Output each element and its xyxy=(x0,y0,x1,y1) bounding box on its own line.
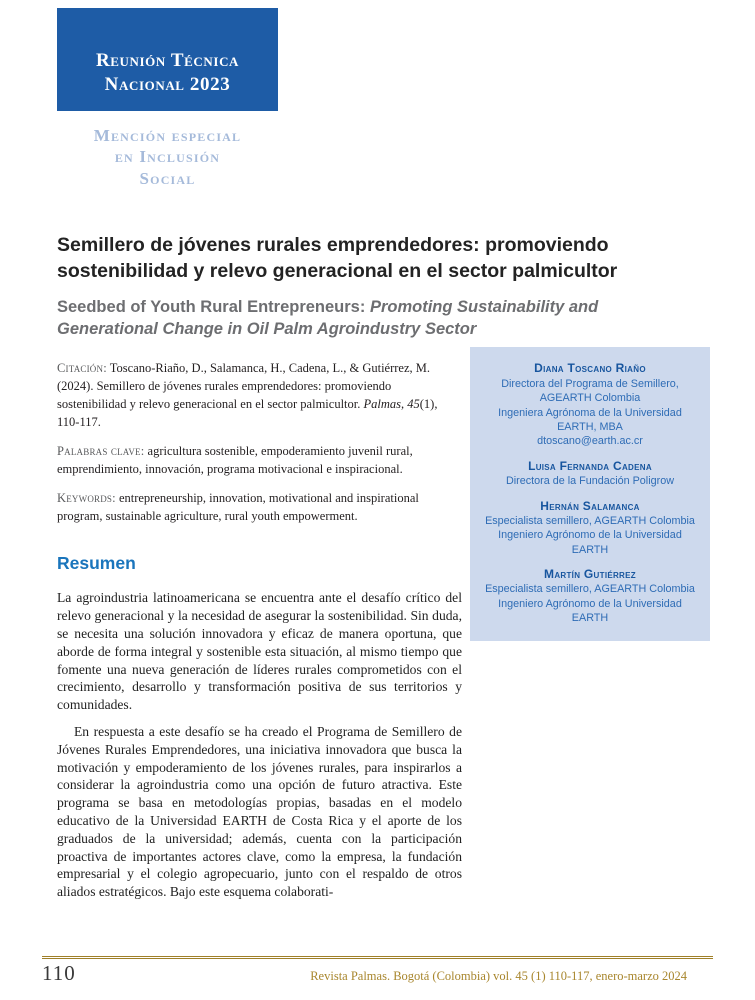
author-name: Luisa Fernanda Cadena xyxy=(528,458,652,473)
keywords-block xyxy=(57,490,445,526)
keywords-text: entrepreneurship, innovation, motivational and inspirational program, sustainable agriculture, rural youth empowerment. xyxy=(57,490,419,523)
resumen-paragraph-2: En respuesta a este desafío se ha creado el Programa de Semillero de Jóvenes Rurales Emprendedores, una iniciativa innovadora que busca la motivación y empoderamiento de los jóvenes rurales, para inspirarlos a considerar la agroindustria como una opción de futuro atractiva. Este programa se basa en metodologías propias, basadas en el modelo educativo de la Universidad EARTH de Costa Rica y el aporte de los graduados de la universidad; además, cuenta con la participación proactiva de importantes actores clave, como la empresa, la fundación empresarial y el colegio agropecuario, junto con el respaldo de otros aliados estratégicos. Bajo este esquema colaborati- xyxy=(57,724,462,900)
citation-journal: Palmas, 45 xyxy=(363,397,420,412)
author-email: dtoscano@earth.ac.cr xyxy=(537,435,643,448)
citation-label: Citación: xyxy=(57,361,107,376)
journal-citation-line: Revista Palmas. Bogotá (Colombia) vol. 45 (1) 110-117, enero-marzo 2024 xyxy=(310,969,687,983)
article-title-es: Semillero de jóvenes rurales emprendedores: promoviendo sostenibilidad y relevo generacional en el sector palmicultor xyxy=(57,233,618,282)
article-title-en-roman: Seedbed of Youth Rural Entrepreneurs: xyxy=(57,297,370,316)
author-entry xyxy=(480,498,700,558)
author-name: Diana Toscano Riaño xyxy=(534,361,646,376)
author-name: Hernán Salamanca xyxy=(540,498,640,513)
content-columns xyxy=(57,360,710,901)
citation-block xyxy=(57,360,445,432)
author-entry xyxy=(480,458,700,489)
keywords-label: Keywords: xyxy=(57,490,116,505)
author-degree: Ingeniero Agrónomo de la Universidad EARTH xyxy=(498,597,682,625)
author-role: Especialista semillero, AGEARTH Colombia xyxy=(485,583,695,596)
author-role: Especialista semillero, AGEARTH Colombia xyxy=(485,514,695,527)
author-role: Directora del Programa de Semillero, AGEARTH Colombia xyxy=(501,377,679,405)
footer-row xyxy=(42,961,713,986)
page-number: 110 xyxy=(42,961,76,985)
special-mention xyxy=(57,125,278,189)
palabras-clave-block xyxy=(57,443,445,479)
author-degree: Ingeniera Agrónoma de la Universidad EARTH, MBA xyxy=(498,406,682,434)
article-title-en-italic: Promoting Sustainability and Generational Change in Oil Palm Agroindustry Sector xyxy=(57,297,599,339)
author-degree: Ingeniero Agrónomo de la Universidad EARTH xyxy=(498,529,682,556)
author-entry xyxy=(480,360,700,448)
author-role: Directora de la Fundación Poligrow xyxy=(505,475,675,488)
mention-line-1: Mención especial xyxy=(93,126,242,145)
footer-rule xyxy=(42,956,713,959)
page-footer xyxy=(42,956,713,986)
badge-line-2: Nacional 2023 xyxy=(104,74,231,96)
authors-box xyxy=(470,347,710,640)
mention-line-2: en Inclusión xyxy=(114,147,221,167)
citation-text: Toscano-Riaño, D., Salamanca, H., Cadena, L., & Gutiérrez, M. (2024). Semillero de jóvenes rurales emprendedores: promoviendo sostenibilidad y relevo generacional en el sector palmicultor. xyxy=(57,361,431,412)
citation-pages: (1), 110-117. xyxy=(57,397,438,430)
author-name: Martín Gutiérrez xyxy=(544,567,636,582)
mention-line-3: Social xyxy=(139,168,196,188)
author-entry xyxy=(480,566,700,626)
palabras-clave-text: agricultura sostenible, empoderamiento juvenil rural, emprendimiento, innovación, programa motivacional e inspiracional. xyxy=(57,443,413,476)
article-title-en xyxy=(57,296,657,341)
section-heading-resumen: Resumen xyxy=(57,553,136,574)
badge-line-1: Reunión Técnica xyxy=(95,49,240,71)
award-badge xyxy=(57,8,278,111)
resumen-paragraph-1: La agroindustria latinoamericana se encuentra ante el desafío crítico del relevo generacional y la necesidad de asegurar la sostenibilidad. Sin duda, se necesita una solución innovadora y eficaz de manera oportuna, que aborde de forma integral y sostenible esta situación, al mismo tiempo que fomente una nueva generación de líderes rurales comprometidos con el crecimiento, desarrollo y transformación positiva de sus territorios y comunidades. xyxy=(57,590,462,713)
palabras-clave-label: Palabras clave: xyxy=(57,443,145,458)
